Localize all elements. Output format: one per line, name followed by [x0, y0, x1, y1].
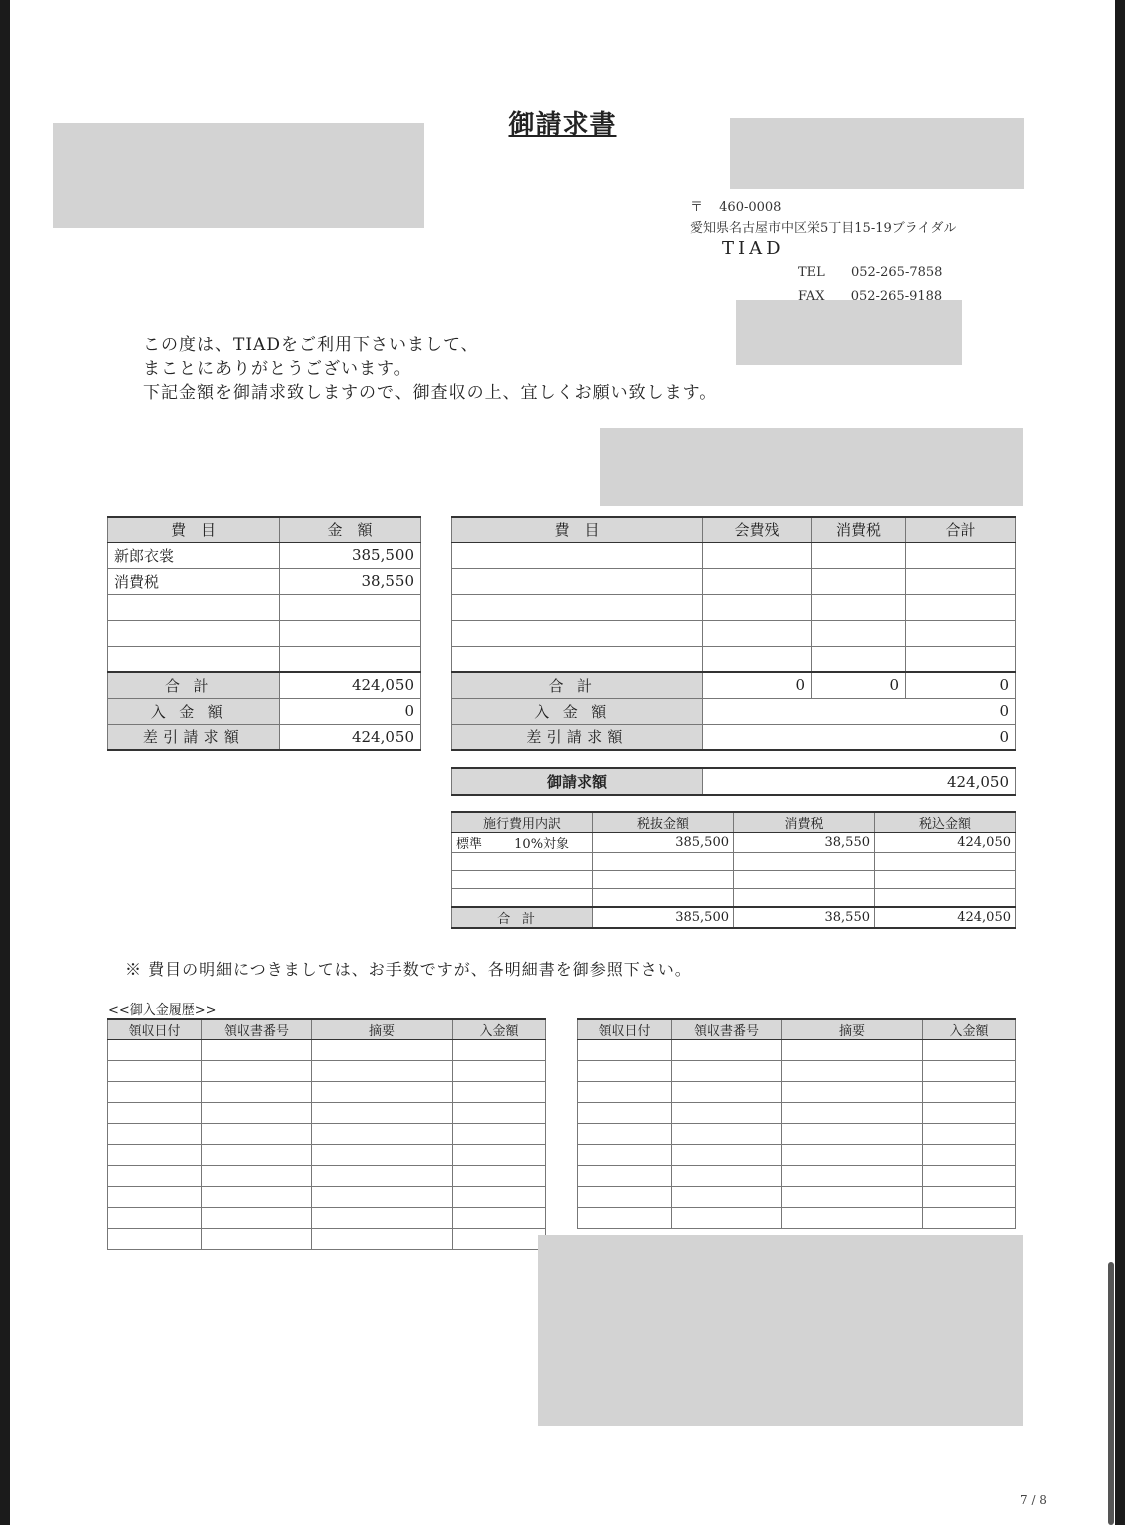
right-summary-table — [451, 516, 1016, 751]
left-summary-table — [107, 516, 421, 751]
left-row-amount: 38,550 — [280, 568, 421, 594]
right-header-total: 合計 — [906, 517, 1016, 542]
tax-total-label: 合計 — [452, 907, 593, 928]
left-total-value: 424,050 — [280, 672, 421, 698]
right-total-tax: 0 — [812, 672, 906, 698]
left-total-label: 合計 — [108, 672, 280, 698]
table-row — [452, 594, 1016, 620]
table-row — [578, 1124, 1016, 1145]
invoice-amount-value: 424,050 — [703, 768, 1016, 795]
history-header-amount: 入金額 — [923, 1019, 1016, 1040]
intro-line-2: まことにありがとうございます。 — [143, 359, 412, 379]
table-row — [108, 594, 421, 620]
tax-total-tax: 38,550 — [734, 907, 875, 928]
redacted-footer — [538, 1235, 1023, 1426]
history-header-date: 領収日付 — [108, 1019, 202, 1040]
table-row — [108, 1145, 546, 1166]
table-row — [452, 833, 1016, 853]
tax-header-category: 施行費用内訳 — [452, 812, 593, 833]
payment-history-table-left — [107, 1018, 546, 1250]
table-row — [108, 568, 421, 594]
tel-row — [798, 265, 942, 280]
table-row — [108, 1166, 546, 1187]
invoice-amount-table — [451, 767, 1016, 796]
scrollbar-thumb[interactable] — [1108, 1262, 1114, 1525]
table-row — [578, 1061, 1016, 1082]
left-row-item — [108, 620, 280, 646]
left-balance-value: 424,050 — [280, 724, 421, 750]
table-row — [578, 1040, 1016, 1061]
fax-label: FAX — [798, 289, 825, 301]
redacted-details — [600, 428, 1023, 506]
table-row — [578, 1082, 1016, 1103]
table-row — [578, 1187, 1016, 1208]
tax-header-pre-tax: 税抜金額 — [593, 812, 734, 833]
tax-header-incl-tax: 税込金額 — [875, 812, 1016, 833]
left-row-amount — [280, 594, 421, 620]
page-title: 御請求書 — [508, 110, 617, 140]
table-row — [108, 620, 421, 646]
right-total-fee-balance: 0 — [703, 672, 812, 698]
tax-header-tax: 消費税 — [734, 812, 875, 833]
right-header-fee-balance: 会費残 — [703, 517, 812, 542]
intro-line-3: 下記金額を御請求致しますので、御査収の上、宜しくお願い致します。 — [143, 383, 718, 403]
history-header-receipt-no: 領収書番号 — [672, 1019, 782, 1040]
company-name: TIAD — [722, 238, 785, 259]
left-header-item: 費 目 — [108, 517, 280, 542]
right-balance-value: 0 — [703, 724, 1016, 750]
table-row — [108, 1103, 546, 1124]
tax-row-category — [452, 833, 593, 853]
history-header-amount: 入金額 — [453, 1019, 546, 1040]
table-row — [108, 1187, 546, 1208]
table-row — [452, 568, 1016, 594]
left-row-item: 新郎衣裳 — [108, 542, 280, 568]
table-row — [108, 1229, 546, 1250]
sender-address: 愛知県名古屋市中区栄5丁目15-19ブライダル — [690, 221, 957, 236]
viewer-frame-right — [1115, 0, 1125, 1525]
tax-row-pre-tax: 385,500 — [593, 833, 734, 853]
postal-mark: 〒 — [690, 200, 704, 215]
payment-history-table-right — [577, 1018, 1016, 1229]
left-received-value: 0 — [280, 698, 421, 724]
table-row — [108, 646, 421, 672]
left-row-amount — [280, 620, 421, 646]
right-header-tax: 消費税 — [812, 517, 906, 542]
table-row — [108, 1208, 546, 1229]
fax-number: 052-265-9188 — [850, 289, 943, 301]
right-received-value: 0 — [703, 698, 1016, 724]
page-indicator: 7 / 8 — [1020, 1493, 1047, 1507]
tax-row-rate: 10%対象 — [514, 837, 570, 852]
invoice-amount-label: 御請求額 — [452, 768, 703, 795]
postal-code-value: 460-0008 — [719, 200, 782, 215]
table-row — [578, 1166, 1016, 1187]
table-row — [452, 542, 1016, 568]
postal-code — [690, 196, 781, 215]
redacted-recipient — [53, 123, 424, 228]
left-received-label: 入金額 — [108, 698, 280, 724]
intro-message — [143, 333, 717, 405]
right-header-item: 費 目 — [452, 517, 703, 542]
redacted-sender-header — [730, 118, 1024, 189]
table-row — [452, 871, 1016, 889]
table-row — [578, 1145, 1016, 1166]
tax-total-pre-tax: 385,500 — [593, 907, 734, 928]
table-row — [108, 1124, 546, 1145]
left-row-item — [108, 594, 280, 620]
viewer-frame-left — [0, 0, 10, 1525]
table-row — [108, 542, 421, 568]
table-row — [578, 1208, 1016, 1229]
tel-label: TEL — [798, 265, 825, 280]
table-row — [452, 620, 1016, 646]
history-header-memo: 摘要 — [782, 1019, 923, 1040]
right-total-label: 合計 — [452, 672, 703, 698]
history-header-date: 領収日付 — [578, 1019, 672, 1040]
fax-row — [798, 289, 942, 301]
left-row-amount — [280, 646, 421, 672]
left-row-item: 消費税 — [108, 568, 280, 594]
left-header-amount: 金 額 — [280, 517, 421, 542]
table-row — [108, 1061, 546, 1082]
reference-note: ※ 費目の明細につきましては、お手数ですが、各明細書を御参照下さい。 — [125, 960, 692, 979]
left-row-item — [108, 646, 280, 672]
redacted-contact — [736, 300, 962, 365]
table-row — [452, 853, 1016, 871]
payment-history-caption: <<御入金履歴>> — [108, 1003, 217, 1018]
table-row — [452, 646, 1016, 672]
tax-total-incl-tax: 424,050 — [875, 907, 1016, 928]
tel-number: 052-265-7858 — [850, 265, 943, 280]
table-row — [108, 1082, 546, 1103]
tax-row-tax: 38,550 — [734, 833, 875, 853]
table-row — [452, 889, 1016, 907]
left-balance-label: 差引請求額 — [108, 724, 280, 750]
tax-breakdown-table — [451, 811, 1016, 929]
tax-row-incl-tax: 424,050 — [875, 833, 1016, 853]
history-header-receipt-no: 領収書番号 — [202, 1019, 312, 1040]
right-total-sum: 0 — [906, 672, 1016, 698]
right-balance-label: 差引請求額 — [452, 724, 703, 750]
right-received-label: 入金額 — [452, 698, 703, 724]
table-row — [578, 1103, 1016, 1124]
left-row-amount: 385,500 — [280, 542, 421, 568]
intro-line-1: この度は、TIADをご利用下さいまして、 — [143, 335, 479, 355]
table-row — [108, 1040, 546, 1061]
tax-row-category-name: 標準 — [456, 837, 483, 852]
history-header-memo: 摘要 — [312, 1019, 453, 1040]
